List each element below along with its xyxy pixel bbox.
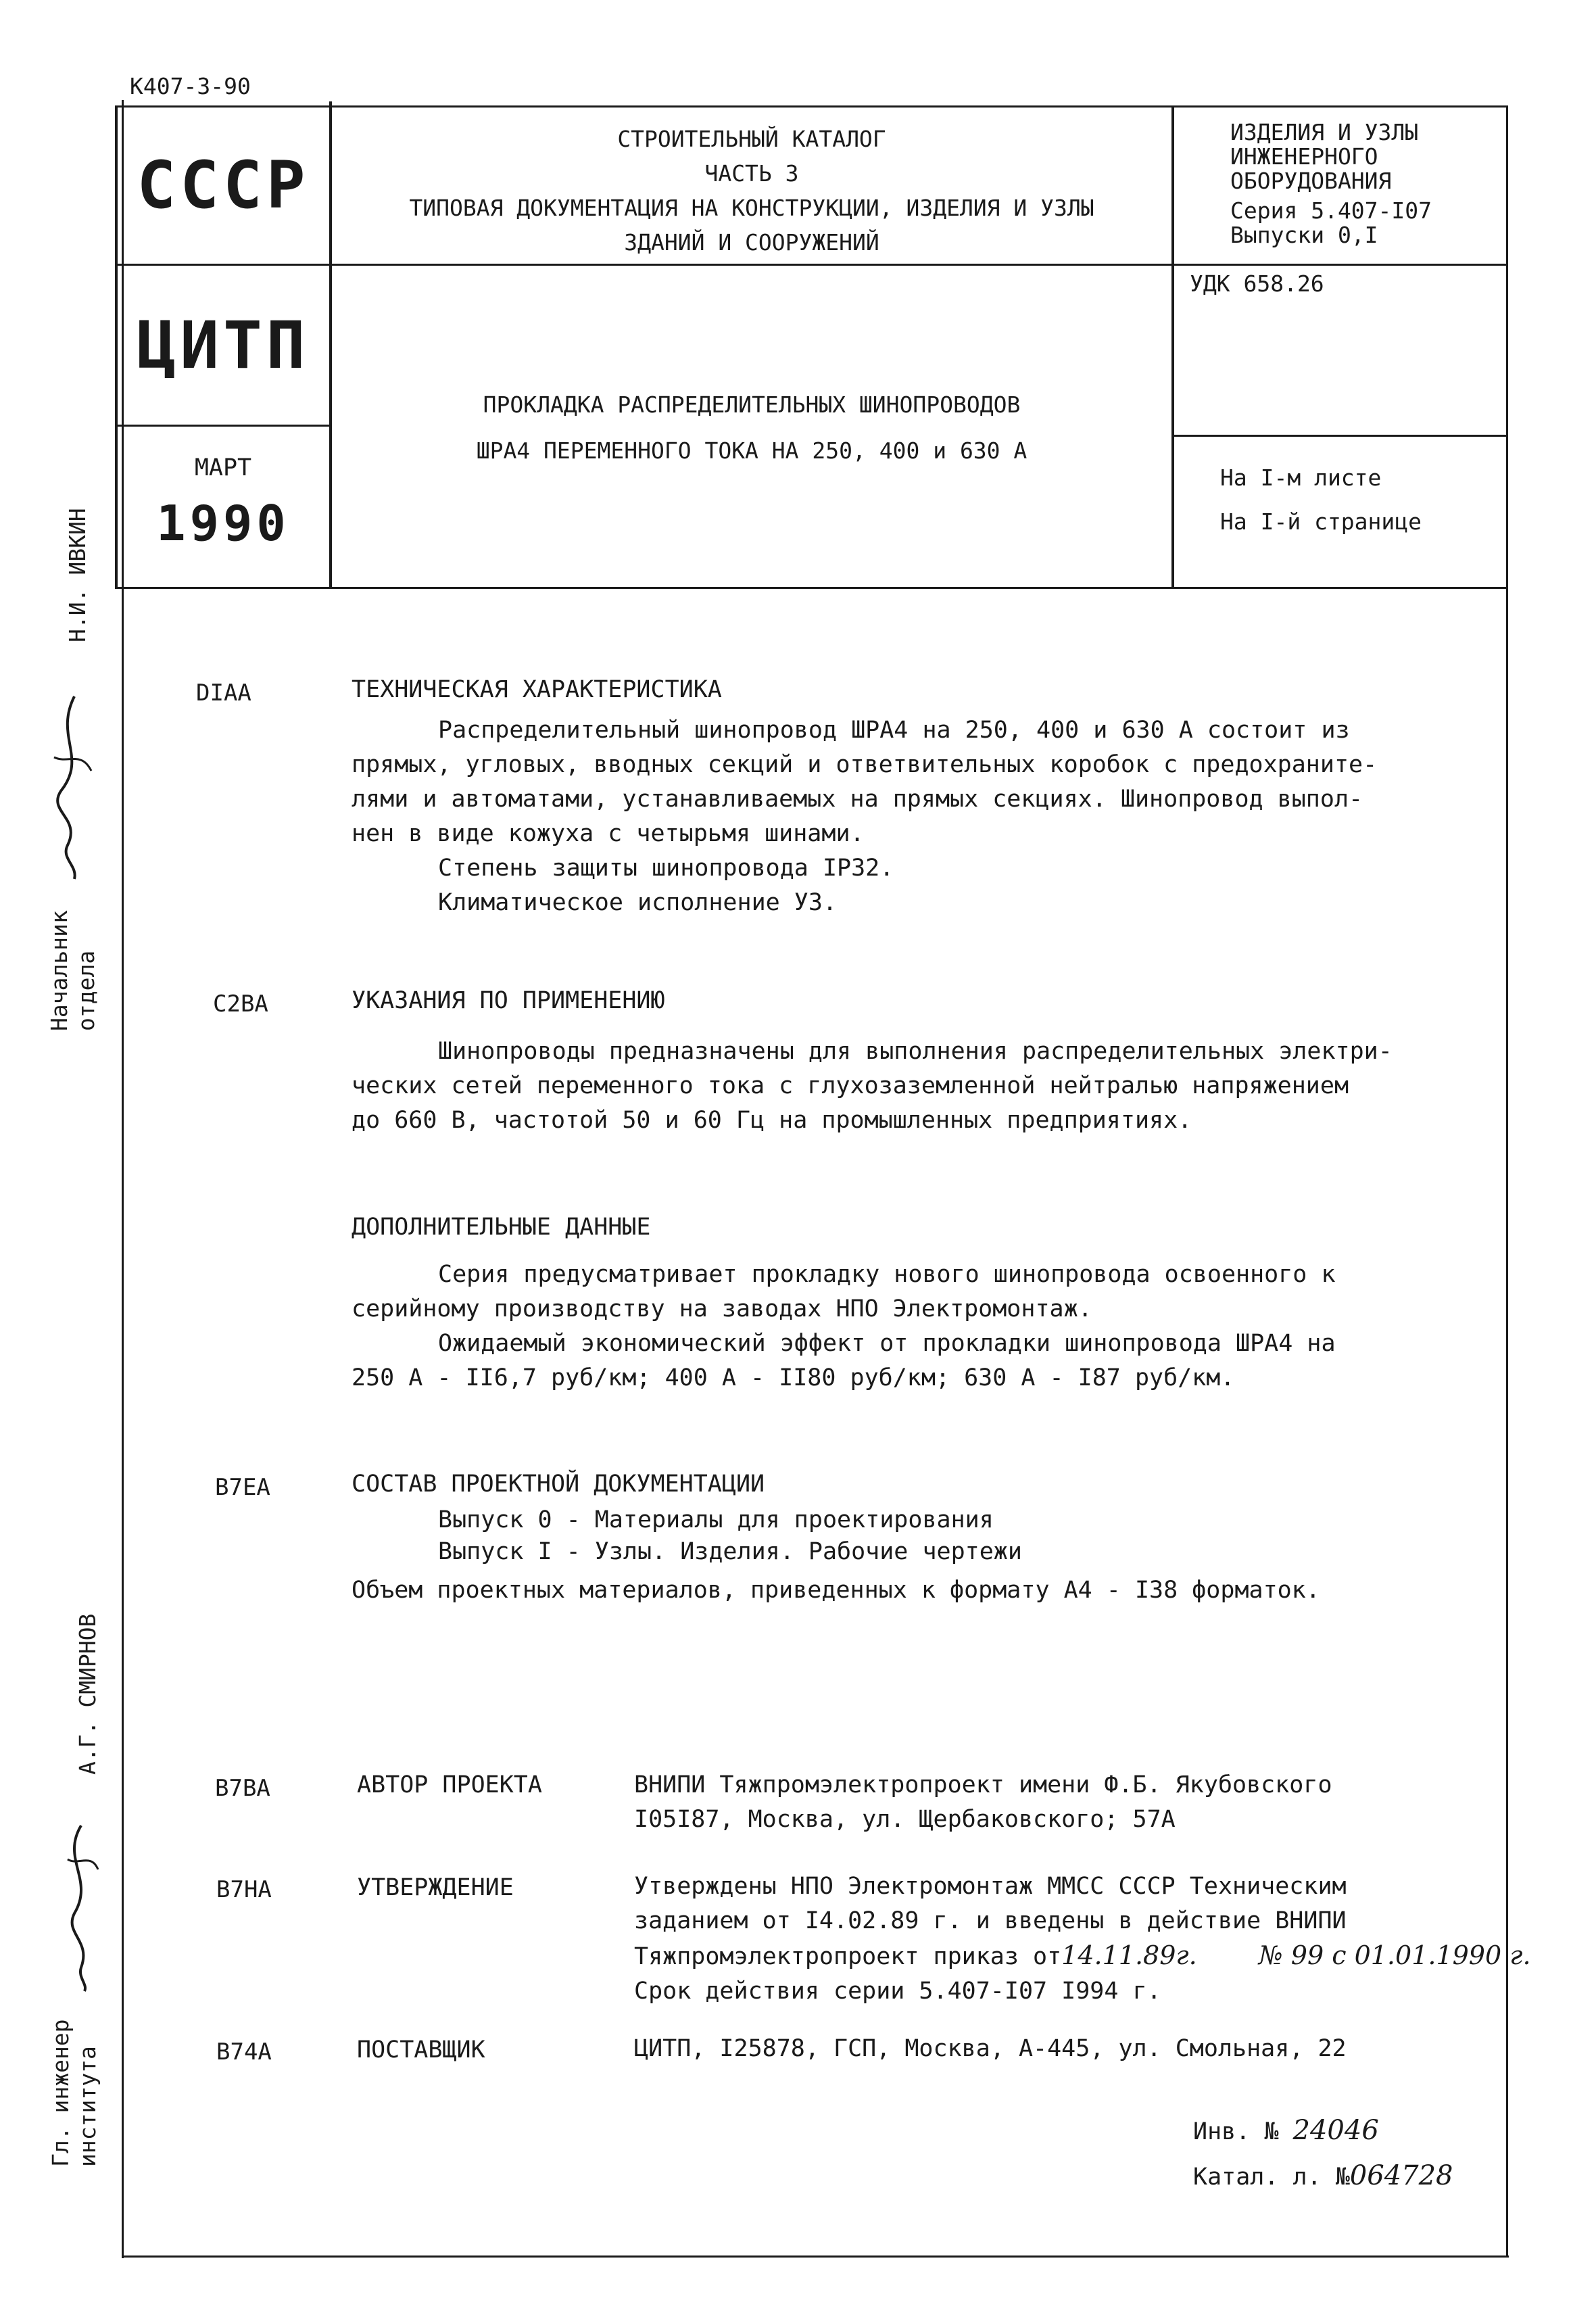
issue-month: МАРТ bbox=[194, 454, 252, 481]
composition-body: Выпуск 0 - Материалы для проектирования Выпуск I - Узлы. Изделия. Рабочие чертежи Объем проектных материалов, приведенных к формату А4 - I38 форматок. bbox=[352, 1506, 1320, 1604]
role-chief-engineer: Гл. инженер института bbox=[47, 2019, 101, 2167]
org-citp: ЦИТП bbox=[137, 308, 310, 383]
catalog-sheet-number: Катал. л. №064728 bbox=[1193, 2160, 1453, 2191]
author-body: ВНИПИ Тяжпромэлектропроект имени Ф.Б. Якубовского I05I87, Москва, ул. Щербаковского; 57А bbox=[634, 1771, 1332, 1833]
person-ivkin: Н.И. ИВКИН bbox=[64, 508, 91, 642]
header-bottom-line bbox=[115, 587, 1508, 589]
frame-bottom bbox=[122, 2256, 1509, 2258]
approval-label: УТВЕРЖДЕНИЕ bbox=[357, 1874, 514, 1901]
header-divider-3 bbox=[1171, 435, 1507, 437]
tech-body: Распределительный шинопровод ШРА4 на 250, 400 и 630 А состоит из прямых, угловых, вводных секций и ответвительных коробок с предохраните- лями и автоматами, устанавливаемых на прямых секциях. Шинопровод выпол- нен в виде кожуха с четырьмя шинами. Степень защиты шинопровода IP32. Климатическое исполнение У3. bbox=[352, 717, 1378, 916]
code-diaa: DIAA bbox=[196, 679, 251, 707]
header-col-2 bbox=[1171, 105, 1174, 588]
usage-title: УКАЗАНИЯ ПО ПРИМЕНЕНИЮ bbox=[352, 987, 665, 1014]
inventory-number: Инв. № 24046 bbox=[1193, 2115, 1379, 2146]
extra-title: ДОПОЛНИТЕЛЬНЫЕ ДАННЫЕ bbox=[352, 1214, 651, 1241]
page-info: На I-й странице bbox=[1220, 508, 1422, 535]
signature-smirnov bbox=[54, 1819, 108, 1995]
author-label: АВТОР ПРОЕКТА bbox=[357, 1771, 542, 1798]
code-b7ba: B7BA bbox=[215, 1775, 270, 1802]
usage-body: Шинопроводы предназначены для выполнения распределительных электри- ческих сетей переменного тока с глухозаземленной нейтралью напряжением до 660 В, частотой 50 и 60 Гц на промышленных предприятиях. bbox=[352, 1038, 1393, 1134]
tech-title: ТЕХНИЧЕСКАЯ ХАРАКТЕРИСТИКА bbox=[352, 676, 722, 703]
code-b74a: B74A bbox=[216, 2038, 272, 2066]
supplier-label: ПОСТАВЩИК bbox=[357, 2036, 485, 2063]
approval-order-handwritten: № 99 с 01.01.1990 г. bbox=[1258, 1940, 1531, 1970]
catalog-title: СТРОИТЕЛЬНЫЙ КАТАЛОГ ЧАСТЬ 3 ТИПОВАЯ ДОКУМЕНТАЦИЯ НА КОНСТРУКЦИИ, ИЗДЕЛИЯ И УЗЛЫ ЗДАНИЙ И СООРУЖЕНИЙ bbox=[409, 126, 1094, 256]
document-title: ПРОКЛАДКА РАСПРЕДЕЛИТЕЛЬНЫХ ШИНОПРОВОДОВ ШРА4 ПЕРЕМЕННОГО ТОКА НА 250, 400 и 630 А bbox=[476, 391, 1027, 464]
header-divider-1 bbox=[115, 264, 1507, 266]
section-block: ИЗДЕЛИЯ И УЗЛЫ ИНЖЕНЕРНОГО ОБОРУДОВАНИЯ Серия 5.407-I07 Выпуски 0,I bbox=[1230, 119, 1432, 248]
udk-code: УДК 658.26 bbox=[1190, 270, 1324, 297]
frame-left bbox=[122, 100, 124, 2258]
frame-right bbox=[1506, 105, 1508, 2257]
issue-year: 1990 bbox=[156, 495, 290, 552]
code-b7ha: B7HA bbox=[216, 1876, 272, 1903]
catalog-number: К407-3-90 bbox=[130, 73, 251, 99]
org-sssr: СССР bbox=[137, 147, 310, 223]
code-c2ba: C2BA bbox=[213, 991, 268, 1018]
header-divider-2 bbox=[115, 425, 331, 427]
sheet-info: На I-м листе bbox=[1220, 464, 1382, 491]
composition-title: СОСТАВ ПРОЕКТНОЙ ДОКУМЕНТАЦИИ bbox=[352, 1471, 765, 1498]
extra-body: Серия предусматривает прокладку нового шинопровода освоенного к серийному производству на заводах НПО Электромонтаж. Ожидаемый экономический эффект от прокладки шинопровода ШРА4 на 250 А - II6,7 руб/км; 400 А - II80 руб/км; 630 А - I87 руб/км. bbox=[352, 1261, 1336, 1391]
role-head-of-department: Начальник отдела bbox=[46, 910, 99, 1031]
person-smirnov: А.Г. СМИРНОВ bbox=[74, 1613, 101, 1775]
approval-body: Утверждены НПО Электромонтаж ММСС СССР Техническим заданием от I4.02.89 г. и введены в действие ВНИПИ Тяжпромэлектропроект приказ от14.11.89г. № 99 с 01.01.1990 г. Срок действия серии 5.407-I07 I994 г. bbox=[634, 1873, 1531, 2005]
code-b7ea: B7EA bbox=[215, 1474, 270, 1501]
signature-ivkin bbox=[41, 683, 101, 886]
header-top-line bbox=[115, 105, 1508, 108]
supplier-text: ЦИТП, I25878, ГСП, Москва, А-445, ул. Смольная, 22 bbox=[634, 2035, 1347, 2062]
approval-date-handwritten: 14.11.89г. bbox=[1061, 1940, 1197, 1970]
